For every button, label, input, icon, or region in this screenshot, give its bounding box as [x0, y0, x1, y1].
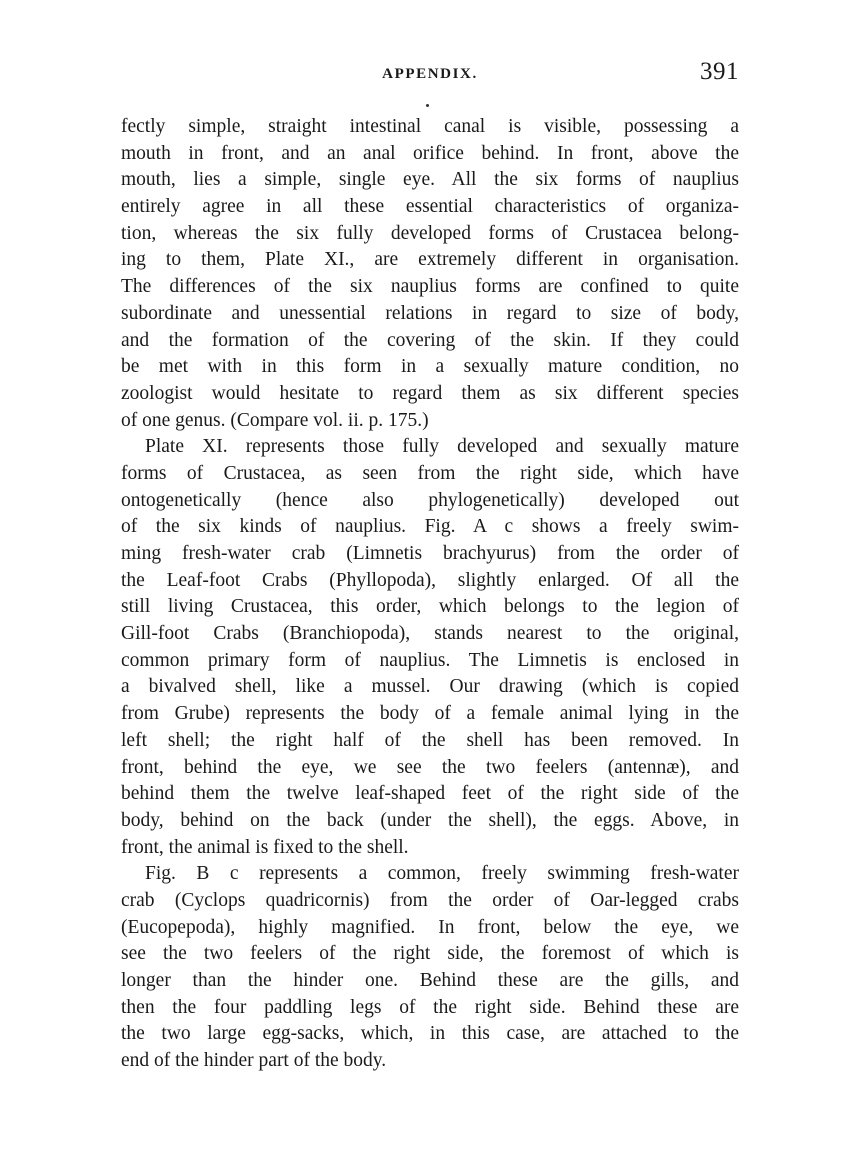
- paragraph-first-line: Fig. B c represents a common, freely swimming fresh-water: [145, 863, 739, 885]
- text-line: mouth in front, and an anal orifice behind. In front, above the: [121, 142, 739, 164]
- text-line: see the two feelers of the right side, the foremost of which is: [121, 943, 739, 965]
- text-line: of one genus. (Compare vol. ii. p. 175.): [121, 409, 429, 431]
- text-line: ming fresh-water crab (Limnetis brachyurus) from the order of: [121, 543, 739, 564]
- paragraph-first-line: Plate XI. represents those fully developed and sexually mature: [145, 436, 739, 458]
- text-line: and the formation of the covering of the skin. If they could: [121, 329, 739, 351]
- text-line: zoologist would hesitate to regard them as six different species: [121, 382, 739, 404]
- text-line: The differences of the six nauplius forms are confined to quite: [121, 276, 739, 298]
- text-line: common primary form of nauplius. The Limnetis is enclosed in: [121, 649, 739, 671]
- text-line: tion, whereas the six fully developed forms of Crustacea belong-: [121, 222, 739, 244]
- text-line: front, the animal is fixed to the shell.: [121, 836, 409, 858]
- text-line: the two large egg-sacks, which, in this case, are attached to the: [121, 1023, 739, 1045]
- text-line: the Leaf-foot Crabs (Phyllopoda), slightly enlarged. Of all the: [121, 569, 739, 591]
- text-line: of the six kinds of nauplius. Fig. A c shows a freely swim-: [121, 516, 739, 538]
- text-line: forms of Crustacea, as seen from the right side, which have: [121, 462, 739, 484]
- text-line: Gill-foot Crabs (Branchiopoda), stands nearest to the original,: [121, 623, 739, 645]
- text-line: crab (Cyclops quadricornis) from the order of Oar-legged crabs: [121, 889, 739, 911]
- text-line: from Grube) represents the body of a female animal lying in the: [121, 703, 739, 725]
- text-line: fectly simple, straight intestinal canal is visible, possessing a: [121, 116, 739, 137]
- text-line: (Eucopepoda), highly magnified. In front, below the eye, we: [121, 916, 739, 938]
- text-line: behind them the twelve leaf-shaped feet of the right side of the: [121, 783, 739, 805]
- text-line: still living Crustacea, this order, which belongs to the legion of: [121, 596, 739, 618]
- print-speck: [426, 104, 429, 107]
- text-line: ontogenetically (hence also phylogenetically) developed out: [121, 489, 739, 511]
- text-line: longer than the hinder one. Behind these are the gills, and: [121, 970, 739, 991]
- text-line: front, behind the eye, we see the two feelers (antennæ), and: [121, 756, 739, 778]
- text-line: a bivalved shell, like a mussel. Our drawing (which is copied: [121, 676, 739, 698]
- text-line: entirely agree in all these essential characteristics of organiza-: [121, 196, 739, 218]
- text-line: then the four paddling legs of the right side. Behind these are: [121, 996, 739, 1018]
- running-head: [121, 58, 739, 92]
- text-line: mouth, lies a simple, single eye. All the six forms of nauplius: [121, 169, 739, 191]
- text-line: end of the hinder part of the body.: [121, 1050, 387, 1072]
- text-line: body, behind on the back (under the shell), the eggs. Above, in: [121, 809, 739, 831]
- running-title: APPENDIX.: [382, 66, 478, 82]
- text-line: subordinate and unessential relations in regard to size of body,: [121, 302, 739, 324]
- text-line: ing to them, Plate XI., are extremely different in organisation.: [121, 249, 739, 271]
- body-text: [121, 114, 739, 1075]
- page-number: 391: [700, 58, 739, 85]
- text-line: left shell; the right half of the shell has been removed. In: [121, 729, 739, 751]
- text-line: be met with in this form in a sexually mature condition, no: [121, 356, 739, 378]
